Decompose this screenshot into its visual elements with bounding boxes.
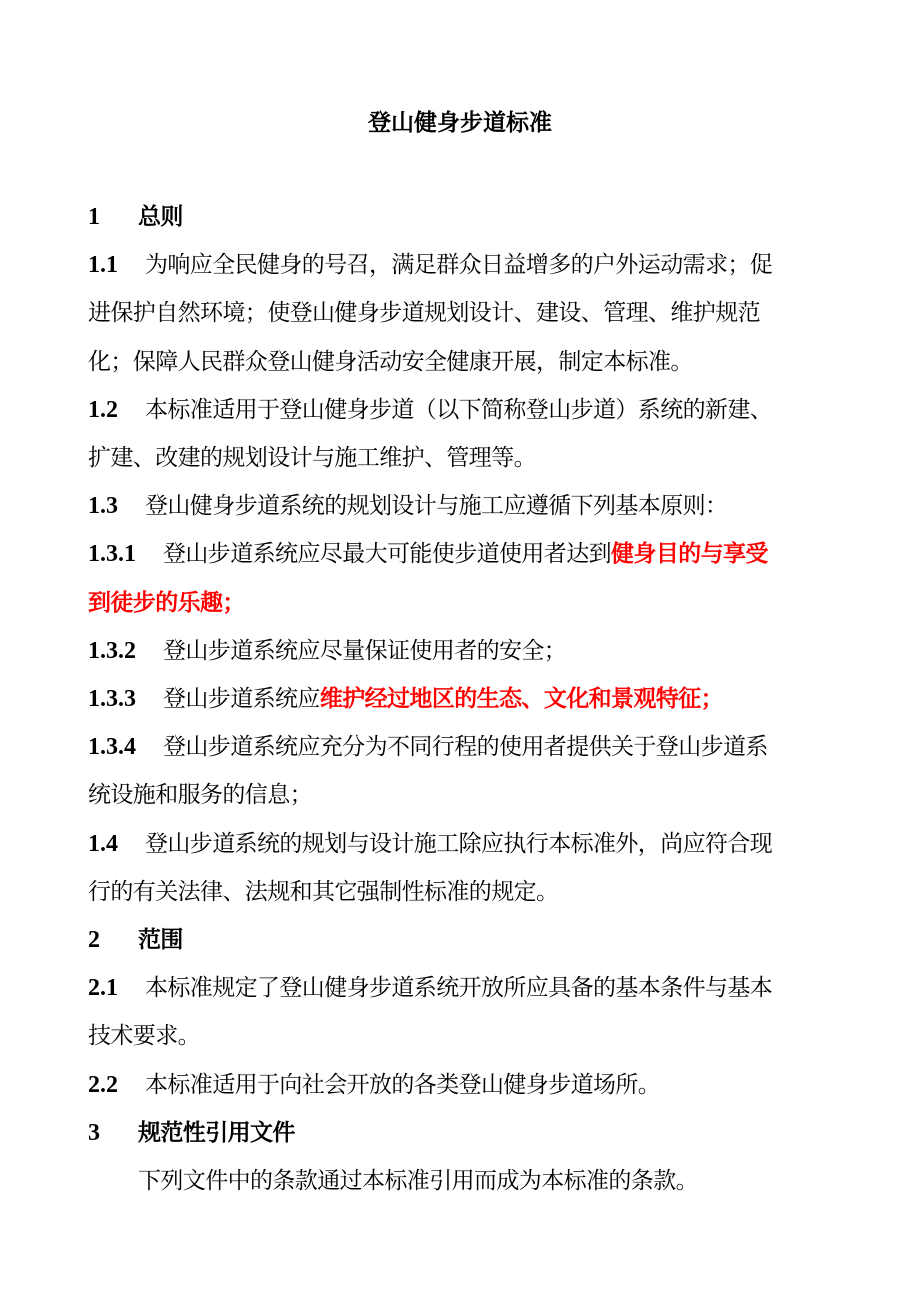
paragraph-text: 登山步道系统应充分为不同行程的使用者提供关于登山步道系 — [163, 734, 768, 761]
section-number: 1.3.4 — [88, 734, 136, 761]
section-number: 1.3.2 — [88, 637, 136, 664]
section-number: 1.2 — [88, 396, 118, 423]
paragraph-text: 登山步道系统应 — [163, 686, 320, 712]
paragraph-text: 统设施和服务的信息； — [88, 782, 313, 809]
text-line — [88, 486, 848, 526]
paragraph-text: 行的有关法律、法规和其它强制性标准的规定。 — [88, 878, 559, 905]
paragraph-text: 为响应全民健身的号召，满足群众日益增多的户外运动需求；促 — [145, 252, 773, 279]
section-heading: 范围 — [138, 927, 183, 953]
section-heading: 规范性引用文件 — [138, 1119, 295, 1146]
paragraph-text: 登山步道系统应尽最大可能使步道使用者达到 — [163, 541, 612, 568]
text-line — [88, 534, 848, 574]
text-line — [88, 390, 848, 430]
section-number: 1.1 — [88, 252, 118, 279]
section-number: 1 — [88, 204, 100, 230]
text-line — [88, 1113, 848, 1153]
text-line — [88, 438, 848, 478]
text-line — [88, 245, 848, 285]
text-line — [88, 1016, 848, 1056]
text-line — [88, 872, 848, 912]
text-line — [88, 197, 848, 237]
section-number: 3 — [88, 1119, 100, 1146]
text-line — [88, 293, 848, 333]
text-line — [88, 1065, 848, 1105]
highlighted-text: 健身目的与享受 — [611, 541, 768, 568]
text-line — [88, 824, 848, 864]
text-line — [88, 342, 848, 382]
text-line — [88, 1161, 898, 1201]
paragraph-text: 登山健身步道系统的规划设计与施工应遵循下列基本原则： — [145, 493, 728, 520]
paragraph-text: 扩建、改建的规划设计与施工维护、管理等。 — [88, 445, 537, 471]
section-number: 1.3 — [88, 493, 118, 520]
text-line — [88, 583, 848, 623]
paragraph-text: 化；保障人民群众登山健身活动安全健康开展，制定本标准。 — [88, 348, 693, 375]
highlighted-text: 维护经过地区的生态、文化和景观特征； — [319, 686, 724, 712]
paragraph-text: 下列文件中的条款通过本标准引用而成为本标准的条款。 — [138, 1168, 699, 1194]
text-line — [88, 631, 848, 671]
section-number: 1.3.1 — [88, 541, 136, 568]
section-number: 1.4 — [88, 830, 118, 857]
section-number: 1.3.3 — [88, 686, 136, 712]
paragraph-text: 技术要求。 — [88, 1023, 201, 1050]
text-line — [88, 920, 848, 960]
document-title: 登山健身步道标准 — [368, 110, 552, 136]
text-line — [88, 679, 848, 719]
section-heading: 总则 — [138, 204, 183, 230]
text-line — [88, 968, 848, 1008]
paragraph-text: 登山步道系统的规划与设计施工除应执行本标准外，尚应符合现 — [145, 830, 773, 857]
paragraph-text: 本标准适用于登山健身步道（以下简称登山步道）系统的新建、 — [145, 396, 773, 423]
paragraph-text: 登山步道系统应尽量保证使用者的安全； — [163, 637, 567, 664]
text-line — [88, 727, 848, 767]
text-line — [88, 775, 848, 815]
section-number: 2.1 — [88, 975, 118, 1002]
paragraph-text: 进保护自然环境；使登山健身步道规划设计、建设、管理、维护规范 — [88, 300, 761, 327]
section-number: 2 — [88, 927, 100, 953]
highlighted-text: 到徒步的乐趣； — [88, 589, 245, 616]
paragraph-text: 本标准适用于向社会开放的各类登山健身步道场所。 — [145, 1071, 661, 1098]
paragraph-text: 本标准规定了登山健身步道系统开放所应具备的基本条件与基本 — [145, 975, 773, 1002]
section-number: 2.2 — [88, 1071, 118, 1098]
